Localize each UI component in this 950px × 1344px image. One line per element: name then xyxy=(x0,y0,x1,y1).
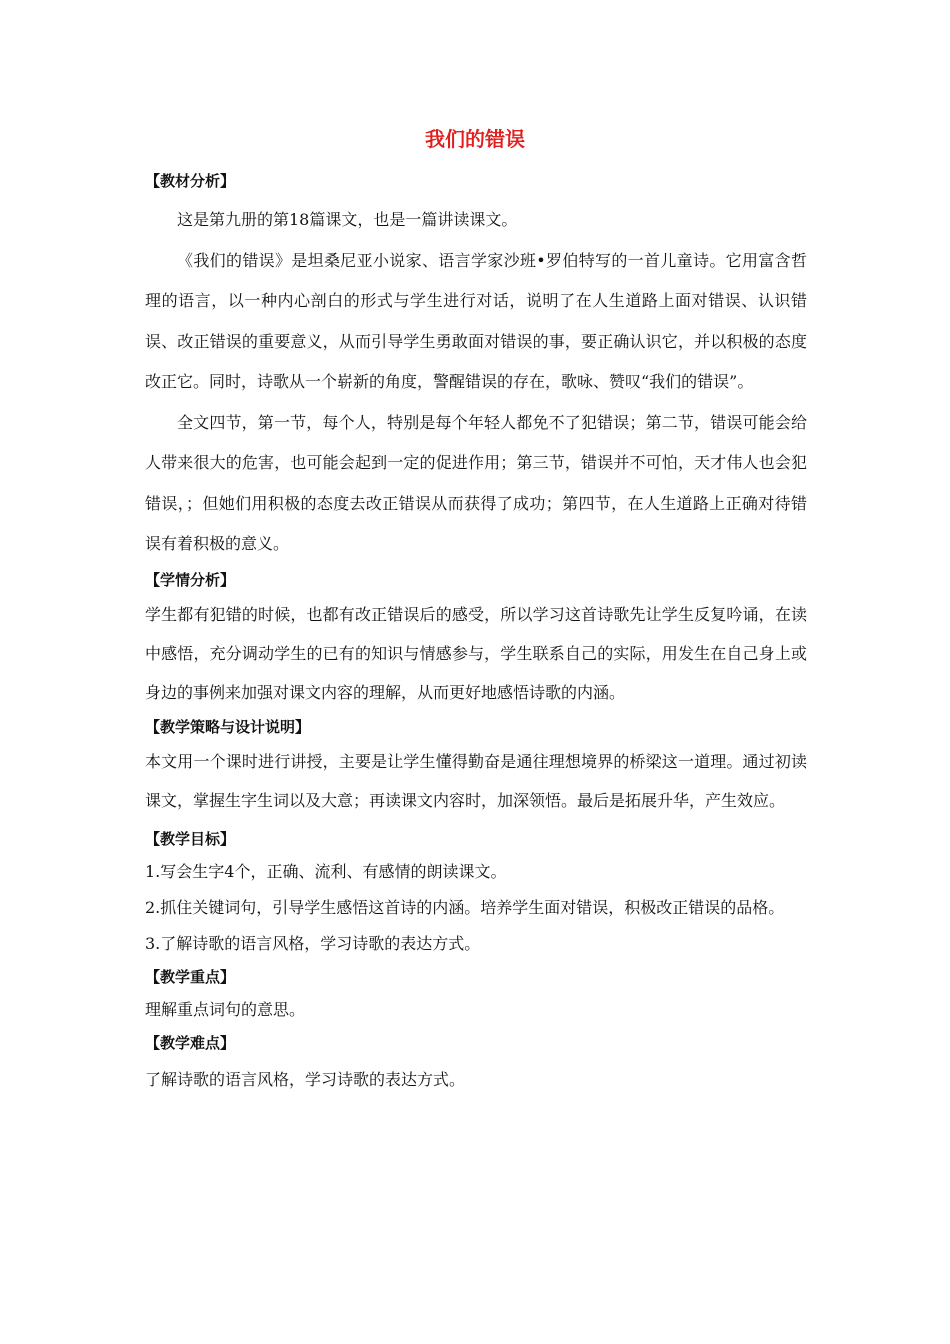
document-title: 我们的错误 xyxy=(425,127,525,151)
goal-item-3: 3.了解诗歌的语言风格，学习诗歌的表达方式。 xyxy=(145,933,481,953)
section-heading-textbook: 【教材分析】 xyxy=(145,172,236,190)
goal-item-2: 2.抓住关键词句，引导学生感悟这首诗的内涵。培养学生面对错误，积极改正错误的品格。 xyxy=(145,897,785,917)
section-heading-difficulties: 【教学难点】 xyxy=(145,1033,236,1052)
strategy-paragraph: 本文用一个课时进行讲授，主要是让学生懂得勤奋是通往理想境界的桥梁这一道理。通过初读课文，掌握生字生词以及大意；再读课文内容时，加深领悟。最后是拓展升华，产生效应。 xyxy=(145,751,807,810)
section-heading-students: 【学情分析】 xyxy=(145,570,236,589)
difficulties-paragraph: 了解诗歌的语言风格，学习诗歌的表达方式。 xyxy=(145,1069,466,1089)
textbook-paragraph-2: 《我们的错误》是坦桑尼亚小说家、语言学家沙班•罗伯特写的一首儿童诗。它用富含哲理的语言，以一种内心剖白的形式与学生进行对话，说明了在人生道路上面对错误、认识错误、改正错误的重要意义，从而引导学生勇敢面对错误的事，要正确认识它，并以积极的态度改正它。同时，诗歌从一个崭新的角度，警醒错误的存在，歌咏、赞叹“我们的错误”。 xyxy=(145,250,807,391)
students-paragraph: 学生都有犯错的时候，也都有改正错误后的感受，所以学习这首诗歌先让学生反复吟诵，在读中感悟，充分调动学生的已有的知识与情感参与，学生联系自己的实际，用发生在自己身上或身边的事例来加强对课文内容的理解，从而更好地感悟诗歌的内涵。 xyxy=(145,604,807,702)
document-body xyxy=(145,166,807,1098)
textbook-paragraph-3: 全文四节，第一节，每个人，特别是每个年轻人都免不了犯错误；第二节，错误可能会给人带来很大的危害，也可能会起到一定的促进作用；第三节，错误并不可怕，天才伟人也会犯错误，；但她们用积极的态度去改正错误从而获得了成功；第四节，在人生道路上正确对待错误有着积极的意义。 xyxy=(145,412,807,553)
goal-item-1: 1.写会生字4个，正确、流利、有感情的朗读课文。 xyxy=(145,861,507,881)
section-heading-goals: 【教学目标】 xyxy=(145,829,236,848)
keypoints-paragraph: 理解重点词句的意思。 xyxy=(145,999,306,1019)
textbook-paragraph-1: 这是第九册的第18篇课文，也是一篇讲读课文。 xyxy=(177,210,518,229)
section-heading-keypoints: 【教学重点】 xyxy=(145,967,236,986)
section-heading-strategy: 【教学策略与设计说明】 xyxy=(145,717,311,736)
